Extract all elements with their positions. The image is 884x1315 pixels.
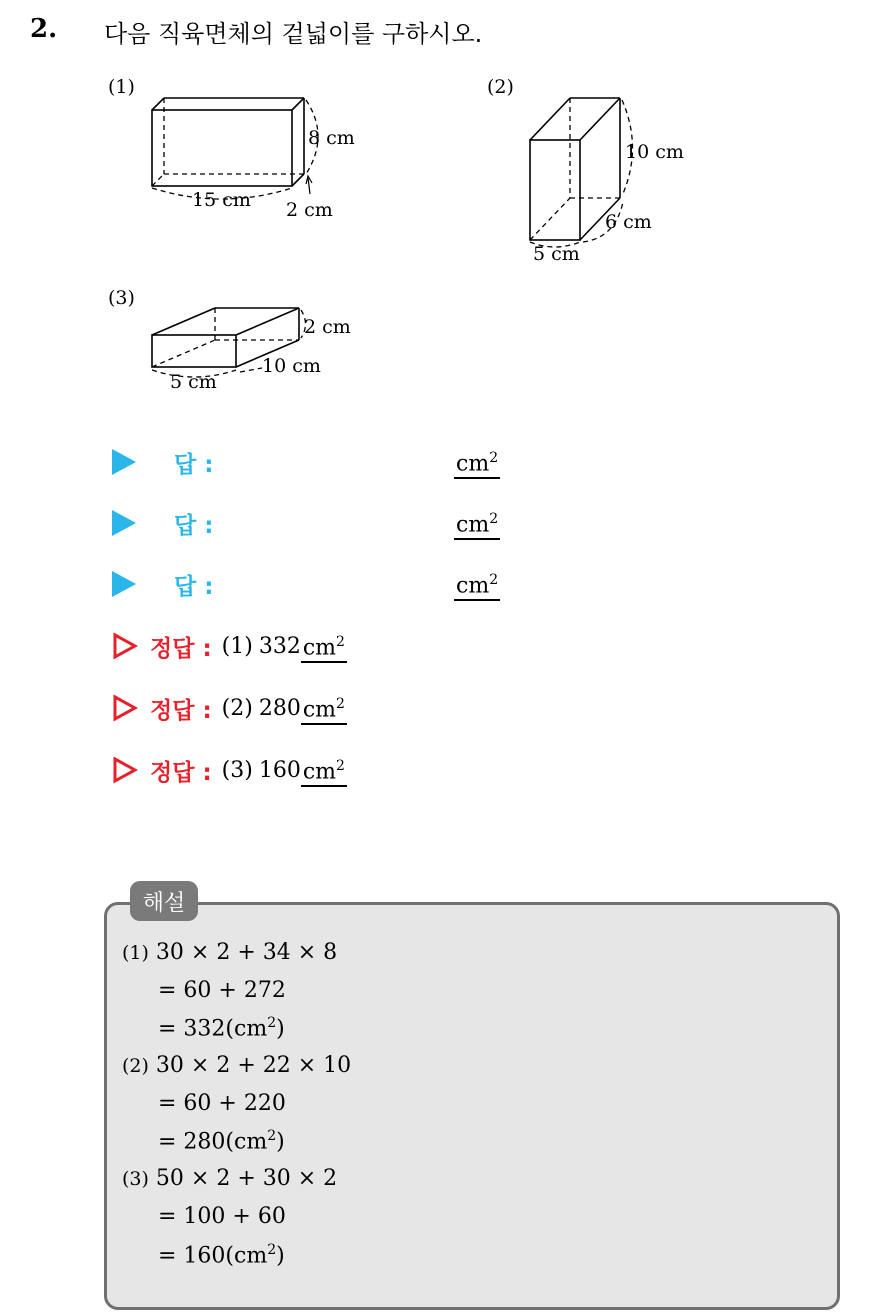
answer-row-2 — [112, 503, 499, 543]
solution-line: = 60 + 272 — [158, 978, 286, 1003]
correct-number: (3) — [221, 757, 253, 783]
figure-1-width-label: 2 cm — [286, 199, 333, 221]
answer-row-3 — [112, 564, 499, 604]
correct-value: 160 — [258, 757, 301, 783]
question-number: 2. — [30, 14, 58, 44]
correct-number: (2) — [221, 695, 253, 721]
correct-answer-row-1 — [112, 626, 347, 666]
figure-1-label: (1) — [108, 76, 135, 98]
figure-3-width-label: 5 cm — [170, 371, 217, 393]
solution-tag: 해설 — [130, 881, 198, 921]
answer-label: 답 : — [174, 512, 214, 539]
solution-line: (3) 50 × 2 + 30 × 2 — [122, 1166, 338, 1191]
figure-1-height-label: 8 cm — [308, 127, 355, 149]
figure-2-label: (2) — [487, 76, 514, 98]
correct-unit: $cm^2$ — [301, 629, 347, 663]
outline-triangle-icon — [112, 632, 138, 660]
answer-unit[interactable]: $cm^2$ — [454, 506, 500, 540]
triangle-bullet-icon — [112, 510, 136, 536]
answer-unit[interactable]: $cm^2$ — [454, 567, 500, 601]
correct-label: 정답 : — [150, 635, 212, 662]
figure-2-depth-label: 6 cm — [605, 211, 652, 233]
figure-3-cuboid — [140, 298, 370, 398]
solution-line: = $332(cm^2)$ — [158, 1015, 285, 1042]
outline-triangle-icon — [112, 694, 138, 722]
figure-2-cuboid — [515, 90, 705, 270]
correct-label: 정답 : — [150, 697, 212, 724]
answer-label: 답 : — [174, 573, 214, 600]
correct-number: (1) — [221, 633, 253, 659]
solution-line: = 60 + 220 — [158, 1091, 286, 1116]
figure-2-height-label: 10 cm — [625, 141, 684, 163]
figure-3-label: (3) — [108, 287, 135, 309]
correct-value: 332 — [258, 633, 301, 659]
question-text: 다음 직육면체의 겉넓이를 구하시오. — [104, 20, 483, 48]
figure-1-length-label: 15 cm — [192, 189, 251, 211]
triangle-bullet-icon — [112, 571, 136, 597]
correct-answer-row-3 — [112, 750, 347, 790]
figure-2-width-label: 5 cm — [533, 243, 580, 265]
figure-1-cuboid — [140, 90, 370, 230]
outline-triangle-icon — [112, 756, 138, 784]
solution-line: = $280(cm^2)$ — [158, 1128, 285, 1155]
correct-unit: $cm^2$ — [301, 691, 347, 725]
answer-unit[interactable]: $cm^2$ — [454, 445, 500, 479]
answer-row-1 — [112, 442, 499, 482]
correct-value: 280 — [258, 695, 301, 721]
figure-3-height-label: 2 cm — [304, 316, 351, 338]
solution-line: = 100 + 60 — [158, 1204, 286, 1229]
solution-line: (2) 30 × 2 + 22 × 10 — [122, 1053, 352, 1078]
solution-line: = $160(cm^2)$ — [158, 1242, 285, 1269]
triangle-bullet-icon — [112, 449, 136, 475]
answer-label: 답 : — [174, 451, 214, 478]
correct-unit: $cm^2$ — [301, 753, 347, 787]
correct-answer-row-2 — [112, 688, 347, 728]
solution-line: (1) 30 × 2 + 34 × 8 — [122, 940, 338, 965]
correct-label: 정답 : — [150, 759, 212, 786]
figure-3-depth-label: 10 cm — [262, 355, 321, 377]
